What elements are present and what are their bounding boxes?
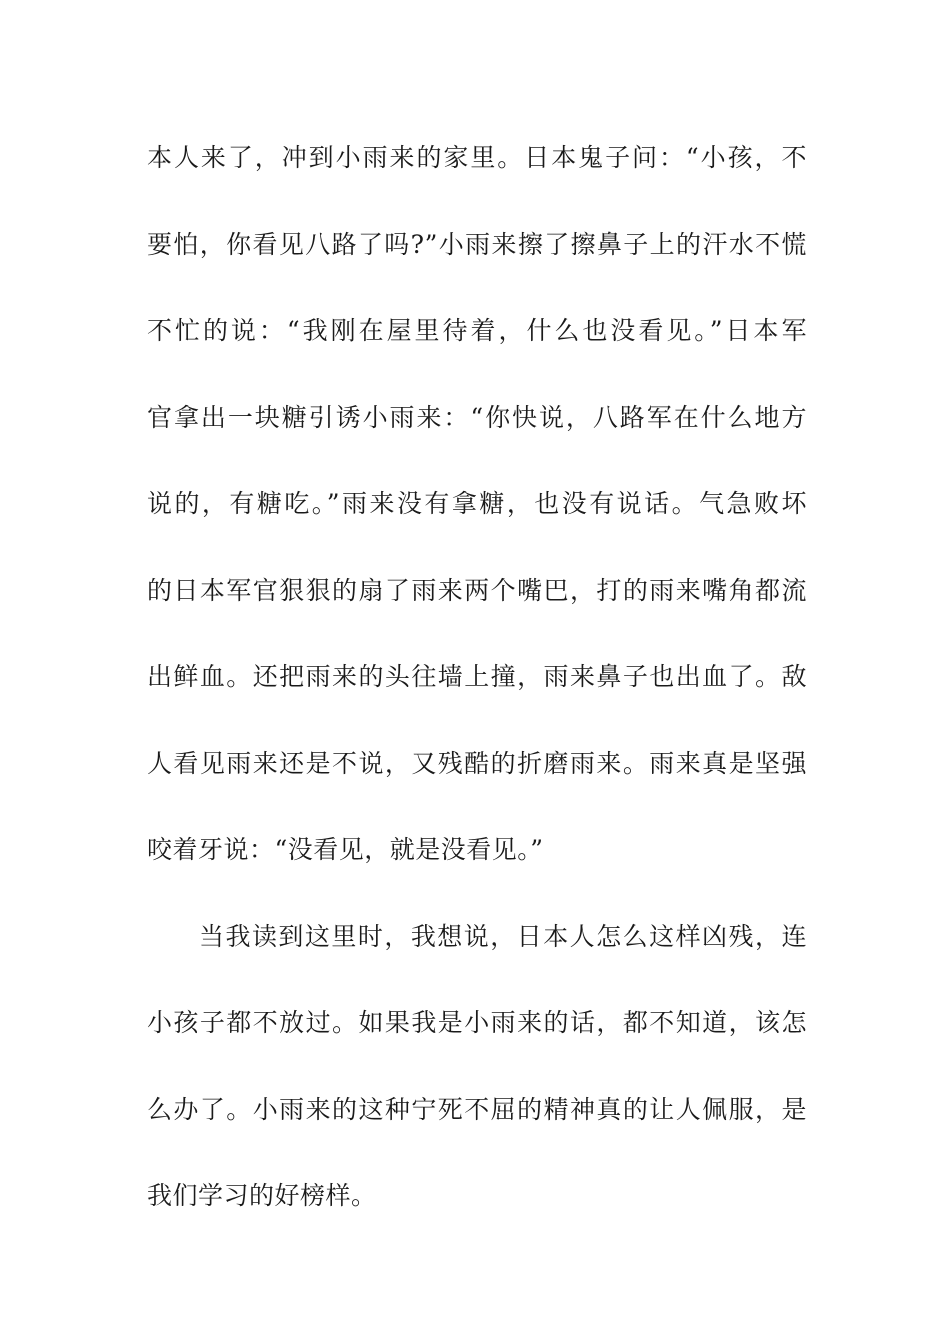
text-line: 小孩子都不放过。如果我是小雨来的话，都不知道，该怎	[147, 1008, 807, 1037]
body-text	[147, 136, 807, 1261]
text-line: 本人来了，冲到小雨来的家里。日本鬼子问：“小孩，不	[147, 143, 807, 172]
text-line: 要怕，你看见八路了吗?”小雨来擦了擦鼻子上的汗水不慌	[147, 229, 807, 259]
text-line: 不忙的说：“我刚在屋里待着，什么也没看见。”日本军	[147, 316, 807, 345]
text-line: 出鲜血。还把雨来的头往墙上撞，雨来鼻子也出血了。敌	[147, 662, 807, 691]
paragraph-end-line: 咬着牙说：“没看见，就是没看见。”	[147, 835, 544, 864]
paragraph-end-line: 我们学习的好榜样。	[147, 1181, 377, 1210]
text-line: 人看见雨来还是不说，又残酷的折磨雨来。雨来真是坚强	[147, 748, 807, 778]
text-line: 的日本军官狠狠的扇了雨来两个嘴巴，打的雨来嘴角都流	[147, 575, 807, 605]
text-line: 说的，有糖吃。”雨来没有拿糖，也没有说话。气急败坏	[147, 489, 807, 518]
text-line: 官拿出一块糖引诱小雨来：“你快说，八路军在什么地方	[147, 402, 807, 432]
text-line: 么办了。小雨来的这种宁死不屈的精神真的让人佩服，是	[147, 1094, 807, 1124]
paragraph-start-line: 当我读到这里时，我想说，日本人怎么这样凶残，连	[199, 921, 807, 951]
